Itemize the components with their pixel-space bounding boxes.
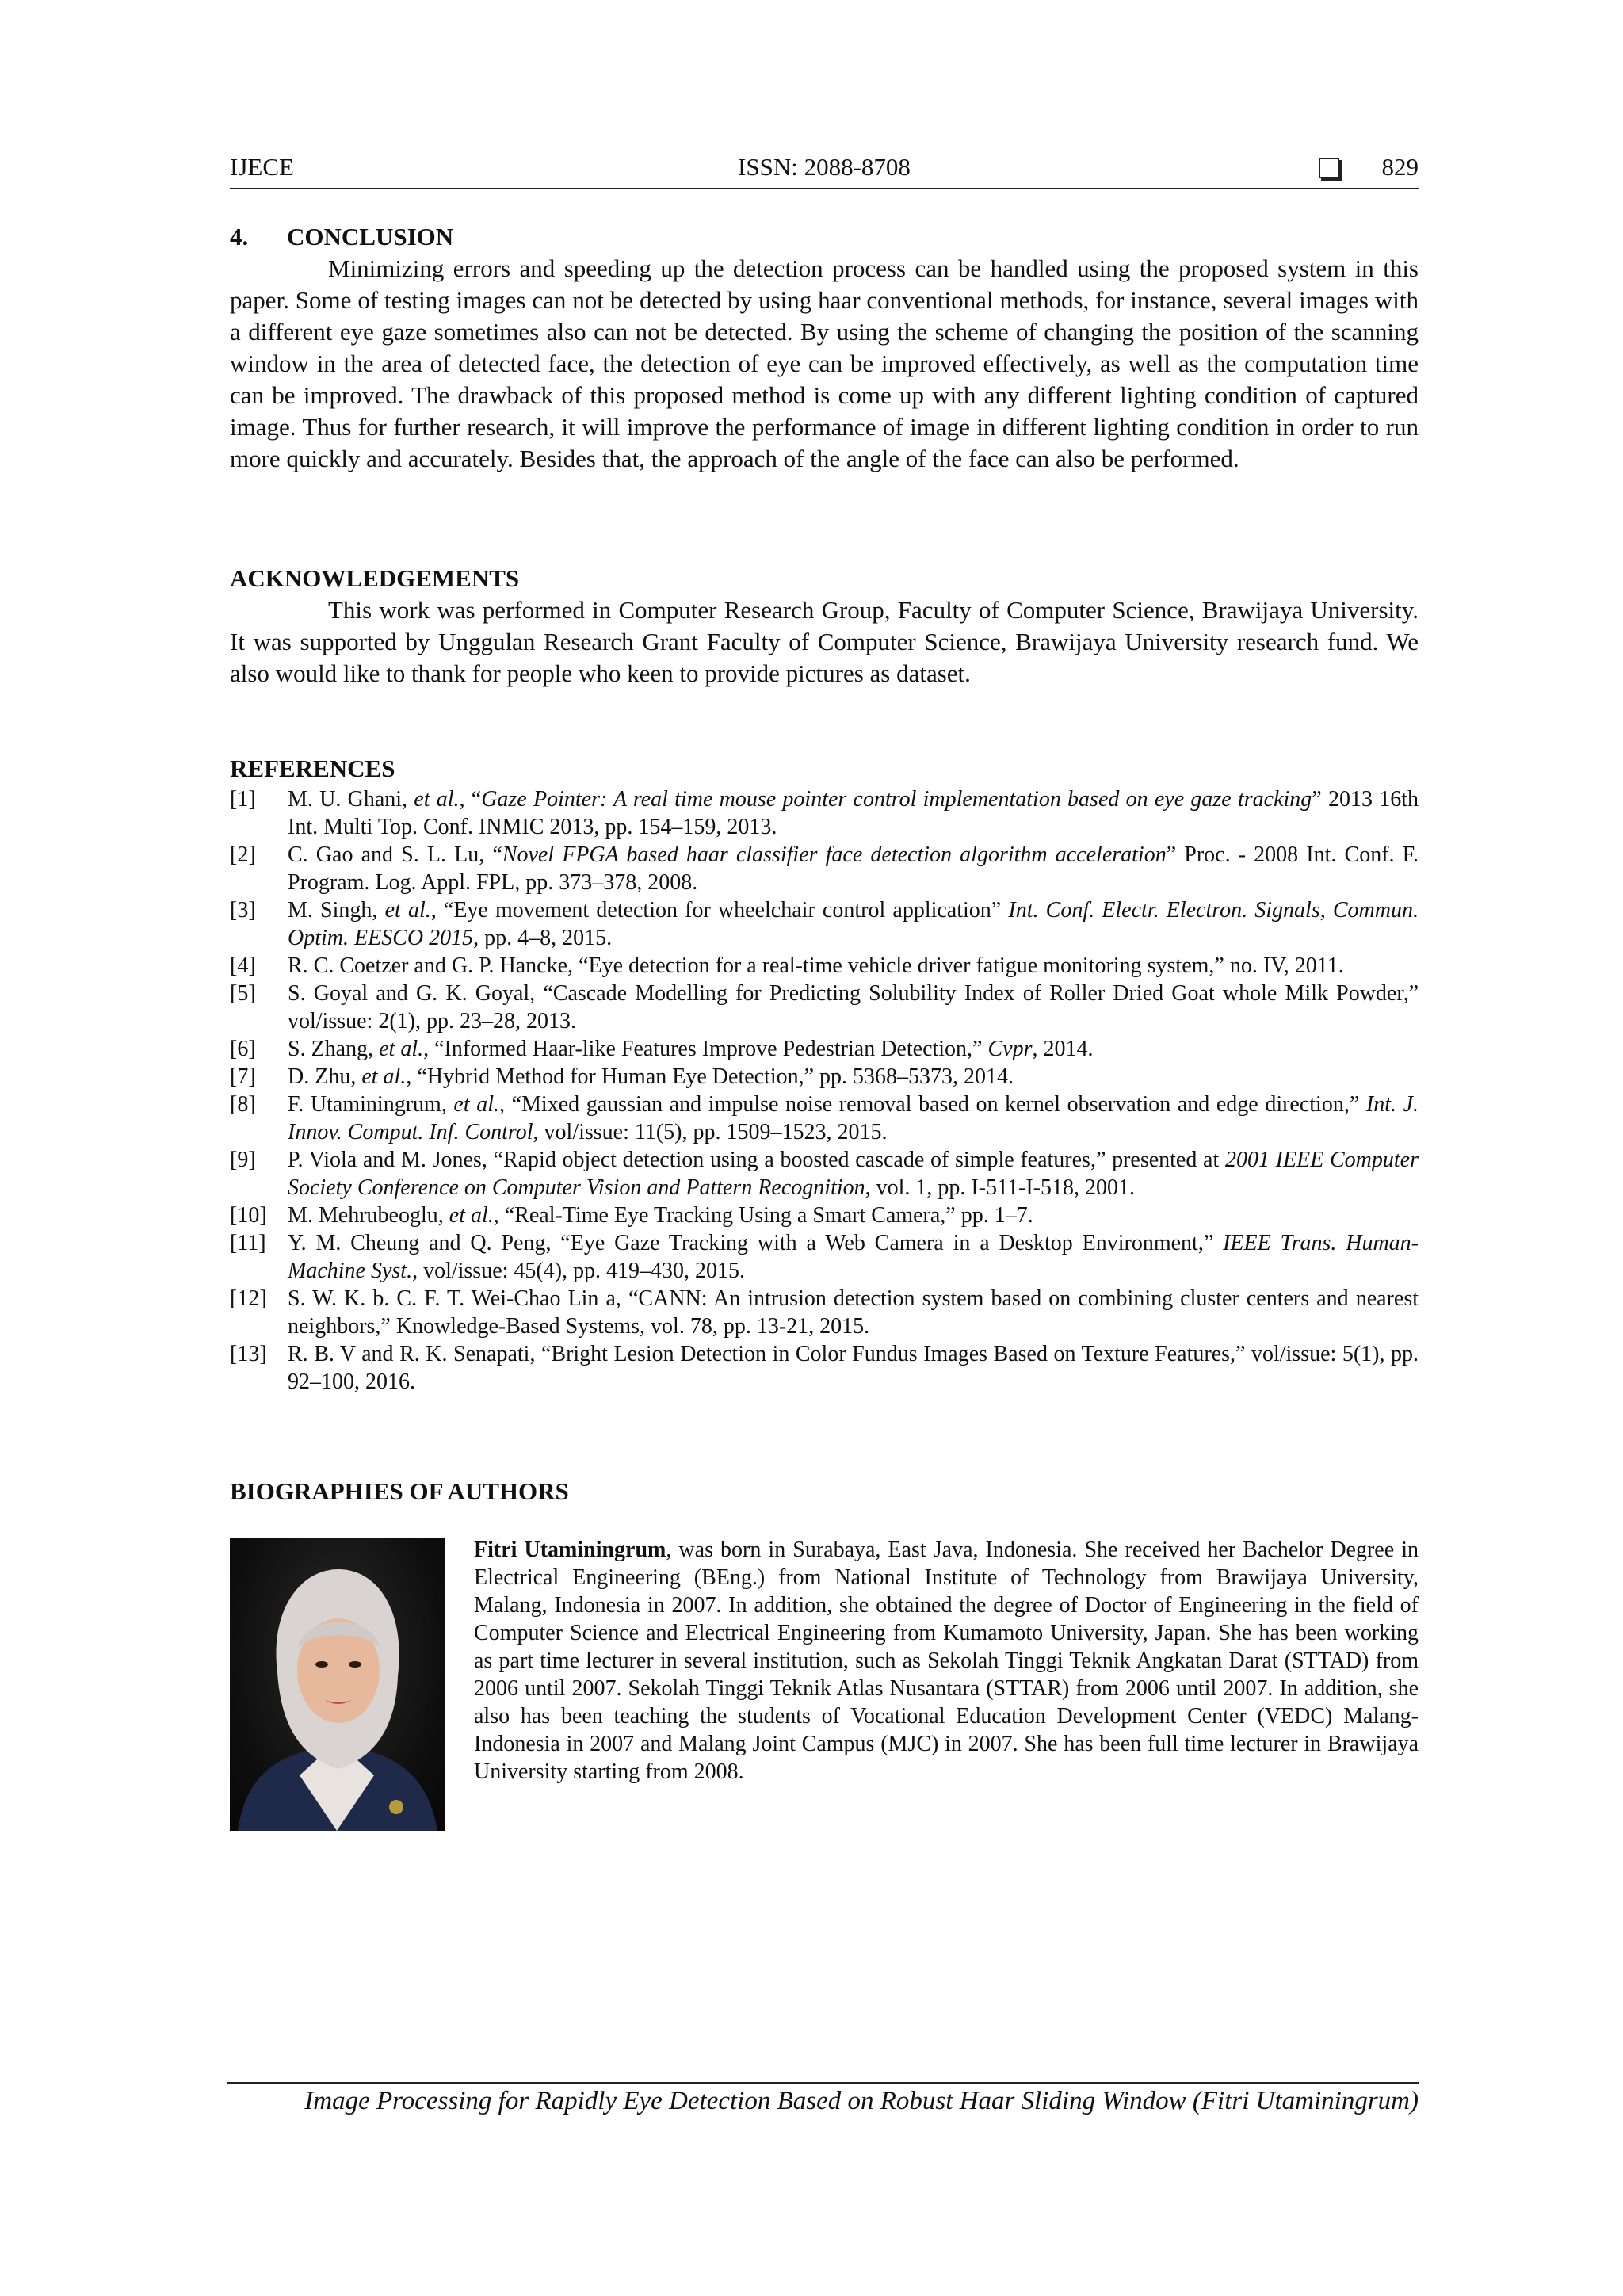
reference-item (230, 1035, 1419, 1063)
reference-text (288, 1229, 1419, 1285)
reference-segment: , “Real-Time Eye Tracking Using a Smart Camera,” pp. 1–7. (493, 1203, 1033, 1228)
reference-segment: Y. M. Cheung and Q. Peng, “Eye Gaze Tracking with a Web Camera in a Desktop Environment,” (288, 1231, 1224, 1255)
reference-segment: ” Proc. - 2008 Int. Conf. F. Program. Log. Appl. FPL, pp. 373–378, 2008. (288, 842, 1419, 895)
reference-text (288, 1091, 1419, 1146)
reference-item (230, 1285, 1419, 1340)
reference-index: [7] (230, 1064, 256, 1089)
reference-index: [9] (230, 1148, 256, 1172)
reference-text (288, 1340, 1419, 1396)
reference-segment: F. Utaminingrum, (288, 1092, 454, 1117)
author-portrait-illustration (230, 1538, 445, 1831)
reference-segment: , “Mixed gaussian and impulse noise removal based on kernel observation and edge direction,” (499, 1092, 1366, 1117)
header-right (1319, 153, 1419, 181)
reference-segment: et al. (414, 787, 460, 812)
reference-item (230, 1146, 1419, 1201)
reference-item (230, 980, 1419, 1035)
reference-text (288, 1035, 1419, 1063)
reference-segment: et al. (453, 1092, 499, 1117)
reference-segment: , pp. 4–8, 2015. (473, 926, 613, 950)
footer-rule (227, 2082, 1419, 2084)
reference-segment: P. Viola and M. Jones, “Rapid object detection using a boosted cascade of simple features,” presented at (288, 1148, 1225, 1172)
reference-text (288, 1146, 1419, 1201)
reference-segment: , “ (459, 787, 482, 812)
conclusion-heading (230, 221, 1419, 253)
reference-segment: S. W. K. b. C. F. T. Wei-Chao Lin a, “CANN: An intrusion detection system based on combining cluster centers and nearest neighbors,” Knowledge-Based Systems, vol. 78, pp. 13-21, 2015. (288, 1286, 1419, 1339)
reference-segment: M. U. Ghani, (288, 787, 414, 812)
reference-item (230, 1063, 1419, 1091)
reference-segment: 2001 IEEE Computer Society Conference on Computer Vision and Pattern Recognition (288, 1148, 1419, 1200)
reference-segment: et al. (449, 1203, 494, 1228)
reference-text (288, 785, 1419, 841)
reference-segment: R. C. Coetzer and G. P. Hancke, “Eye detection for a real-time vehicle driver fatigue monitoring system,” no. IV, 2011. (288, 953, 1344, 978)
reference-item (230, 896, 1419, 952)
running-footer: Image Processing for Rapidly Eye Detection Based on Robust Haar Sliding Window (Fitri Utaminingrum) (304, 2087, 1419, 2115)
reference-segment: IEEE Trans. Human-Machine Syst. (288, 1231, 1419, 1283)
issn: ISSN: 2088-8708 (738, 153, 911, 181)
section-number: 4. (230, 223, 249, 250)
reference-text (288, 1063, 1419, 1091)
reference-segment: , vol. 1, pp. I-511-I-518, 2001. (865, 1175, 1136, 1200)
references-heading: REFERENCES (230, 755, 395, 782)
biographies-heading: BIOGRAPHIES OF AUTHORS (230, 1477, 569, 1505)
reference-item (230, 1340, 1419, 1396)
reference-item (230, 1091, 1419, 1146)
reference-text (288, 1285, 1419, 1340)
reference-segment: , “Hybrid Method for Human Eye Detection,” pp. 5368–5373, 2014. (406, 1064, 1014, 1089)
reference-index: [8] (230, 1092, 256, 1117)
acknowledgements-section (230, 563, 1419, 690)
acknowledgements-paragraph: This work was performed in Computer Research Group, Faculty of Computer Science, Brawijaya University. It was supported by Unggulan Research Grant Faculty of Computer Science, Brawijaya University research fund. We also would like to thank for people who keen to provide pictures as dataset. (230, 596, 1419, 687)
reference-index: [5] (230, 981, 256, 1006)
square-box-icon (1319, 158, 1339, 178)
acknowledgements-heading: ACKNOWLEDGEMENTS (230, 564, 520, 592)
reference-segment: R. B. V and R. K. Senapati, “Bright Lesion Detection in Color Fundus Images Based on Texture Features,” vol/issue: 5(1), pp. 92–100, 2016. (288, 1342, 1419, 1394)
author-bio-text: , was born in Surabaya, East Java, Indonesia. She received her Bachelor Degree in Electrical Engineering (BEng.) from National Institute of Technology from Brawijaya University, Malang, Indonesia in 2007. In addition, she obtained the degree of Doctor of Engineering in the field of Computer Science and Electrical Engineering from Kumamoto University, Japan. She has been working as part time lecturer in several institution, such as Sekolah Tinggi Teknik Angkatan Darat (STTAD) from 2006 until 2007. Sekolah Tinggi Teknik Atlas Nusantara (STTAR) from 2006 until 2007. In addition, she also has been teaching the students of Vocational Education Development Center (VEDC) Malang-Indonesia in 2007 and Malang Joint Campus (MJC) in 2007. She has been full time lecturer in Brawijaya University starting from 2008. (474, 1538, 1419, 1784)
reference-index: [1] (230, 787, 256, 812)
reference-index: [4] (230, 953, 256, 978)
reference-segment: M. Singh, (288, 898, 385, 923)
reference-item (230, 785, 1419, 841)
reference-segment: C. Gao and S. L. Lu, “ (288, 842, 502, 867)
section-title: CONCLUSION (287, 223, 454, 250)
reference-segment: S. Goyal and G. K. Goyal, “Cascade Modelling for Predicting Solubility Index of Roller Dried Goat whole Milk Powder,” vol/issue: 2(1), pp. 23–28, 2013. (288, 981, 1419, 1033)
reference-text (288, 980, 1419, 1035)
reference-item (230, 952, 1419, 980)
author-biography (474, 1536, 1419, 1786)
references-list (230, 785, 1419, 1396)
reference-index: [10] (230, 1203, 267, 1228)
conclusion-section (230, 221, 1419, 475)
reference-segment: Int. J. Innov. Comput. Inf. Control (288, 1092, 1419, 1144)
author-photo (230, 1538, 445, 1831)
reference-index: [11] (230, 1231, 266, 1255)
author-name: Fitri Utaminingrum (474, 1538, 666, 1562)
page-number: 829 (1381, 153, 1419, 181)
reference-segment: , 2014. (1032, 1037, 1094, 1061)
reference-text (288, 1201, 1419, 1229)
reference-item (230, 1201, 1419, 1229)
running-header (230, 153, 1419, 189)
reference-segment: , vol/issue: 11(5), pp. 1509–1523, 2015. (533, 1120, 888, 1144)
reference-segment: D. Zhu, (288, 1064, 362, 1089)
reference-index: [12] (230, 1286, 267, 1311)
references-heading-block (230, 753, 1419, 785)
reference-segment: , “Eye movement detection for wheelchair control application” (430, 898, 1009, 923)
reference-segment: Novel FPGA based haar classifier face detection algorithm acceleration (502, 842, 1167, 867)
reference-segment: M. Mehrubeoglu, (288, 1203, 449, 1228)
conclusion-paragraph: Minimizing errors and speeding up the detection process can be handled using the proposed system in this paper. Some of testing images can not be detected by using haar conventional methods, for instance, several images with a different eye gaze sometimes also can not be detected. By using the scheme of changing the position of the scanning window in the area of detected face, the detection of eye can be improved effectively, as well as the computation time can be improved. The drawback of this proposed method is come up with any different lighting condition of captured image. Thus for further research, it will improve the performance of image in different lighting condition in order to run more quickly and accurately. Besides that, the approach of the angle of the face can also be performed. (230, 254, 1419, 472)
reference-segment: Int. Conf. Electr. Electron. Signals, Commun. Optim. EESCO 2015 (288, 898, 1419, 950)
reference-segment: et al. (379, 1037, 424, 1061)
reference-index: [13] (230, 1342, 267, 1366)
reference-segment: S. Zhang, (288, 1037, 380, 1061)
reference-index: [3] (230, 898, 256, 923)
reference-text (288, 841, 1419, 896)
reference-text (288, 952, 1419, 980)
reference-text (288, 896, 1419, 952)
journal-name: IJECE (230, 153, 294, 181)
reference-segment: , “Informed Haar-like Features Improve Pedestrian Detection,” (423, 1037, 988, 1061)
reference-segment: Gaze Pointer: A real time mouse pointer control implementation based on eye gaze tracking (481, 787, 1312, 812)
reference-segment: et al. (384, 898, 431, 923)
reference-segment: et al. (361, 1064, 407, 1089)
reference-index: [6] (230, 1037, 256, 1061)
reference-item (230, 841, 1419, 896)
reference-segment: Cvpr (987, 1037, 1033, 1061)
reference-segment: , vol/issue: 45(4), pp. 419–430, 2015. (412, 1259, 746, 1283)
reference-item (230, 1229, 1419, 1285)
reference-segment: ” 2013 16th Int. Multi Top. Conf. INMIC 2013, pp. 154–159, 2013. (288, 787, 1419, 839)
reference-index: [2] (230, 842, 256, 867)
